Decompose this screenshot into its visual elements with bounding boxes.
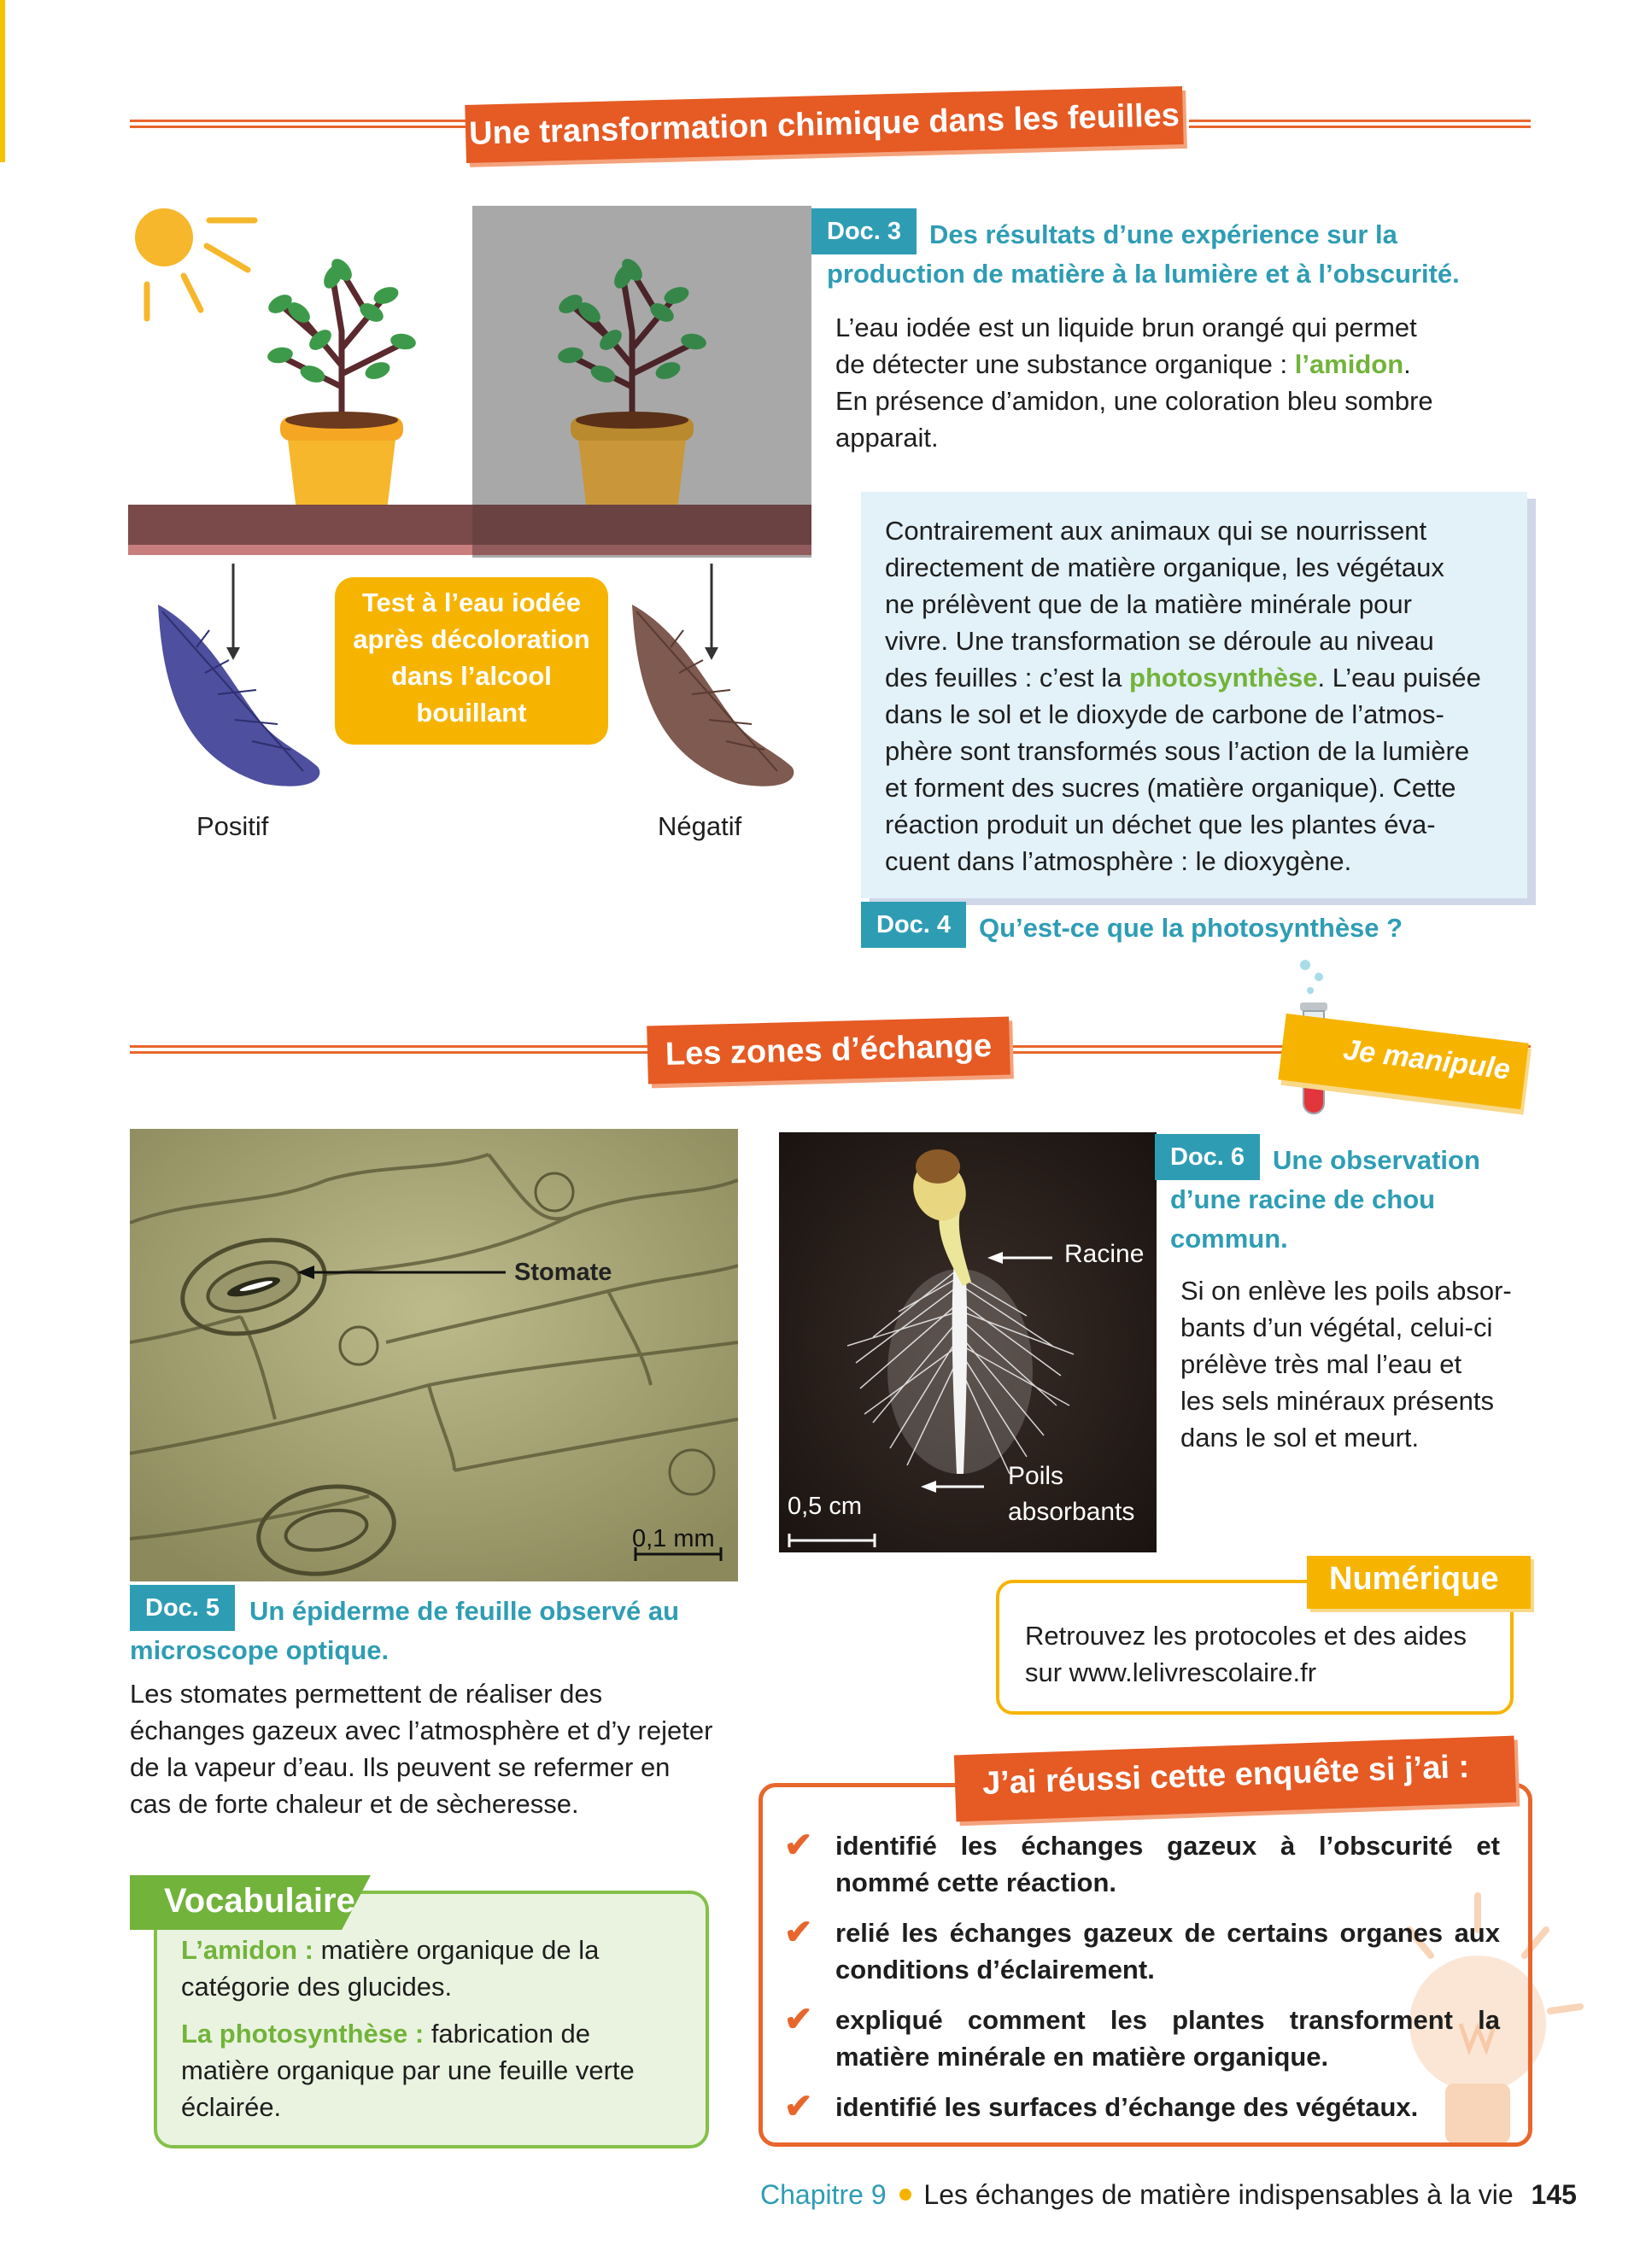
doc6-line4: les sels minéraux présents [1180,1386,1494,1416]
doc4-line9: réaction produit un déchet que les plantes éva- [885,810,1436,839]
reussi-item-4 [784,2089,1500,2125]
vocab-term-amidon: L’amidon : [181,1935,313,1965]
doc5-badge: Doc. 5 [130,1585,235,1631]
doc6-text [1180,1272,1539,1456]
label-racine: Racine [1064,1240,1145,1268]
leaf-negative-icon [632,605,794,786]
section1-rule-left [130,120,472,128]
check-icon: ✔ [784,1914,813,1951]
doc6-line5: dans le sol et meurt. [1180,1423,1420,1453]
vocab-def2-c: éclairée. [181,2092,282,2122]
doc4-line1: Contrairement aux animaux qui se nourrissent [885,516,1427,546]
doc4-line2: directement de matière organique, les végétaux [885,552,1444,582]
vocab-term2-line [181,2015,694,2052]
leaf-positive-icon [158,605,319,786]
reussi-item-2 [784,1914,1500,1988]
doc3-text [835,309,1536,456]
test-line-1: Test à l’eau iodée [361,587,582,617]
numerique-line2[interactable]: sur www.lelivrescolaire.fr [1025,1657,1317,1687]
section1-title: Une transformation chimique dans les feuilles [465,86,1183,163]
label-poils: Poils [1008,1462,1064,1490]
iodine-test-box [335,577,608,745]
doc4-line3: ne prélèvent que de la matière minérale pour [885,589,1412,619]
doc6-line3: prélève très mal l’eau et [1180,1349,1462,1379]
doc5-line1: Les stomates permettent de réaliser des [130,1679,603,1709]
vocab-def2-b: matière organique par une feuille verte [181,2055,635,2085]
vocab-def2-a: fabrication de [424,2019,590,2049]
doc3-title-line2: production de matière à la lumière et à l’obscurité. [827,259,1460,289]
numerique-line1: Retrouvez les protocoles et des aides [1025,1621,1467,1651]
doc3-highlight-amidon: l’amidon [1294,349,1404,379]
doc6-root-image [779,1132,1157,1552]
doc6-line1: Si on enlève les poils absor- [1180,1276,1512,1306]
doc5-line2: échanges gazeux avec l’atmosphère et d’y rejeter [130,1716,713,1745]
vocab-def1-b: catégorie des glucides. [181,1972,453,2002]
doc4-title: Qu’est-ce que la photosynthèse ? [979,913,1403,943]
doc4-line5-start: des feuilles : c’est la [885,663,1130,693]
check-icon: ✔ [784,2001,813,2038]
doc4-text [885,512,1517,880]
footer-dot-icon [899,2189,911,2201]
doc4-line8: et forment des sucres (matière organique). Cette [885,773,1456,803]
doc3-text-line4: apparait. [835,423,939,453]
doc3-text-line2-start: de détecter une substance organique : [835,349,1295,379]
page-number: 145 [1531,2179,1577,2210]
section1-rule-right [1189,120,1531,128]
doc3-text-line3: En présence d’amidon, une coloration bleu sombre [835,386,1433,416]
vocab-term1-line [181,1932,694,1968]
doc6-title-line2: d’une racine de chou [1170,1184,1436,1214]
check-icon: ✔ [784,1827,813,1864]
doc6-badge: Doc. 6 [1155,1134,1260,1180]
label-absorbants: absorbants [1008,1498,1135,1526]
doc3-text-line1: L’eau iodée est un liquide brun orangé qui permet [835,313,1417,342]
test-line-4: bouillant [416,698,527,728]
doc6-line2: bants d’un végétal, celui-ci [1180,1312,1493,1342]
section2-rule-left [130,1045,651,1054]
numerique-title: Numérique [1329,1561,1499,1597]
doc6-scale-label: 0,5 cm [788,1493,863,1520]
reussi-item-1-text: identifié les échanges gazeux à l’obscurité et nommé cette réaction. [835,1831,1500,1897]
numerique-text [1025,1617,1503,1691]
doc4-line5-end: . L’eau puisée [1317,663,1481,693]
reussi-item-3 [784,2002,1500,2075]
footer-chapter: Chapitre 9 [760,2179,887,2210]
reussi-item-3-text: expliqué comment les plantes transforment la matière minérale en matière organique. [835,2005,1500,2072]
vocab-term-photosynthese: La photosynthèse : [181,2019,425,2049]
doc4-line5 [885,659,1517,696]
doc4-highlight-photosynthese: photosynthèse [1129,663,1318,693]
doc5-text [130,1675,745,1822]
doc4-line6: dans le sol et le dioxyde de carbone de l’atmos- [885,699,1444,729]
doc4-line10: cuent dans l’atmosphère : le dioxygène. [885,846,1352,876]
vocab-def1-a: matière organique de la [313,1935,600,1965]
label-negative: Négatif [658,811,742,841]
test-line-2: après décoloration [353,624,590,654]
doc6-title-line3: commun. [1170,1224,1288,1254]
vocabulaire-title: Vocabulaire [164,1882,355,1920]
reussi-item-1 [784,1827,1500,1901]
doc3-text-line2-end: . [1403,349,1411,379]
label-positive: Positif [196,811,269,841]
footer [760,2179,1577,2211]
edge-tab [0,0,5,162]
vocabulaire-text [181,1932,694,2125]
doc5-line3: de la vapeur d’eau. Ils peuvent se refermer en [130,1752,671,1782]
doc3-badge: Doc. 3 [811,208,917,254]
doc4-line7: phère sont transformés sous l’action de la lumière [885,736,1470,766]
check-icon: ✔ [784,2088,813,2125]
doc3-title-line1: Des résultats d’une expérience sur la [929,219,1397,249]
section2-title: Les zones d’échange [647,1016,1010,1084]
sun-icon [135,208,255,319]
test-line-3: dans l’alcool [391,661,552,691]
footer-title: Les échanges de matière indispensables à la vie [923,2179,1514,2210]
doc4-badge: Doc. 4 [861,902,966,948]
reussi-list [784,1827,1500,2139]
doc5-line4: cas de forte chaleur et de sècheresse. [130,1789,579,1819]
doc3-text-line2 [835,346,1536,383]
doc5-title-line1: Un épiderme de feuille observé au [249,1596,680,1626]
reussi-item-4-text: identifié les surfaces d’échange des végétaux. [835,2092,1419,2122]
doc5-title-line2: microscope optique. [130,1635,390,1665]
reussi-item-2-text: relié les échanges gazeux de certains organes aux conditions d’éclairement. [835,1918,1500,1984]
doc4-line4: vivre. Une transformation se déroule au niveau [885,626,1434,656]
doc5-scale-label: 0,1 mm [632,1525,715,1552]
reussi-title: J’ai réussi cette enquête si j’ai : [981,1749,1470,1802]
doc5-microscope-image [130,1129,738,1581]
label-stomate: Stomate [514,1259,612,1286]
je-manipule-label: Je manipule [1341,1033,1513,1086]
doc6-title-line1: Une observation [1273,1145,1480,1175]
plant-light-icon [266,255,418,532]
